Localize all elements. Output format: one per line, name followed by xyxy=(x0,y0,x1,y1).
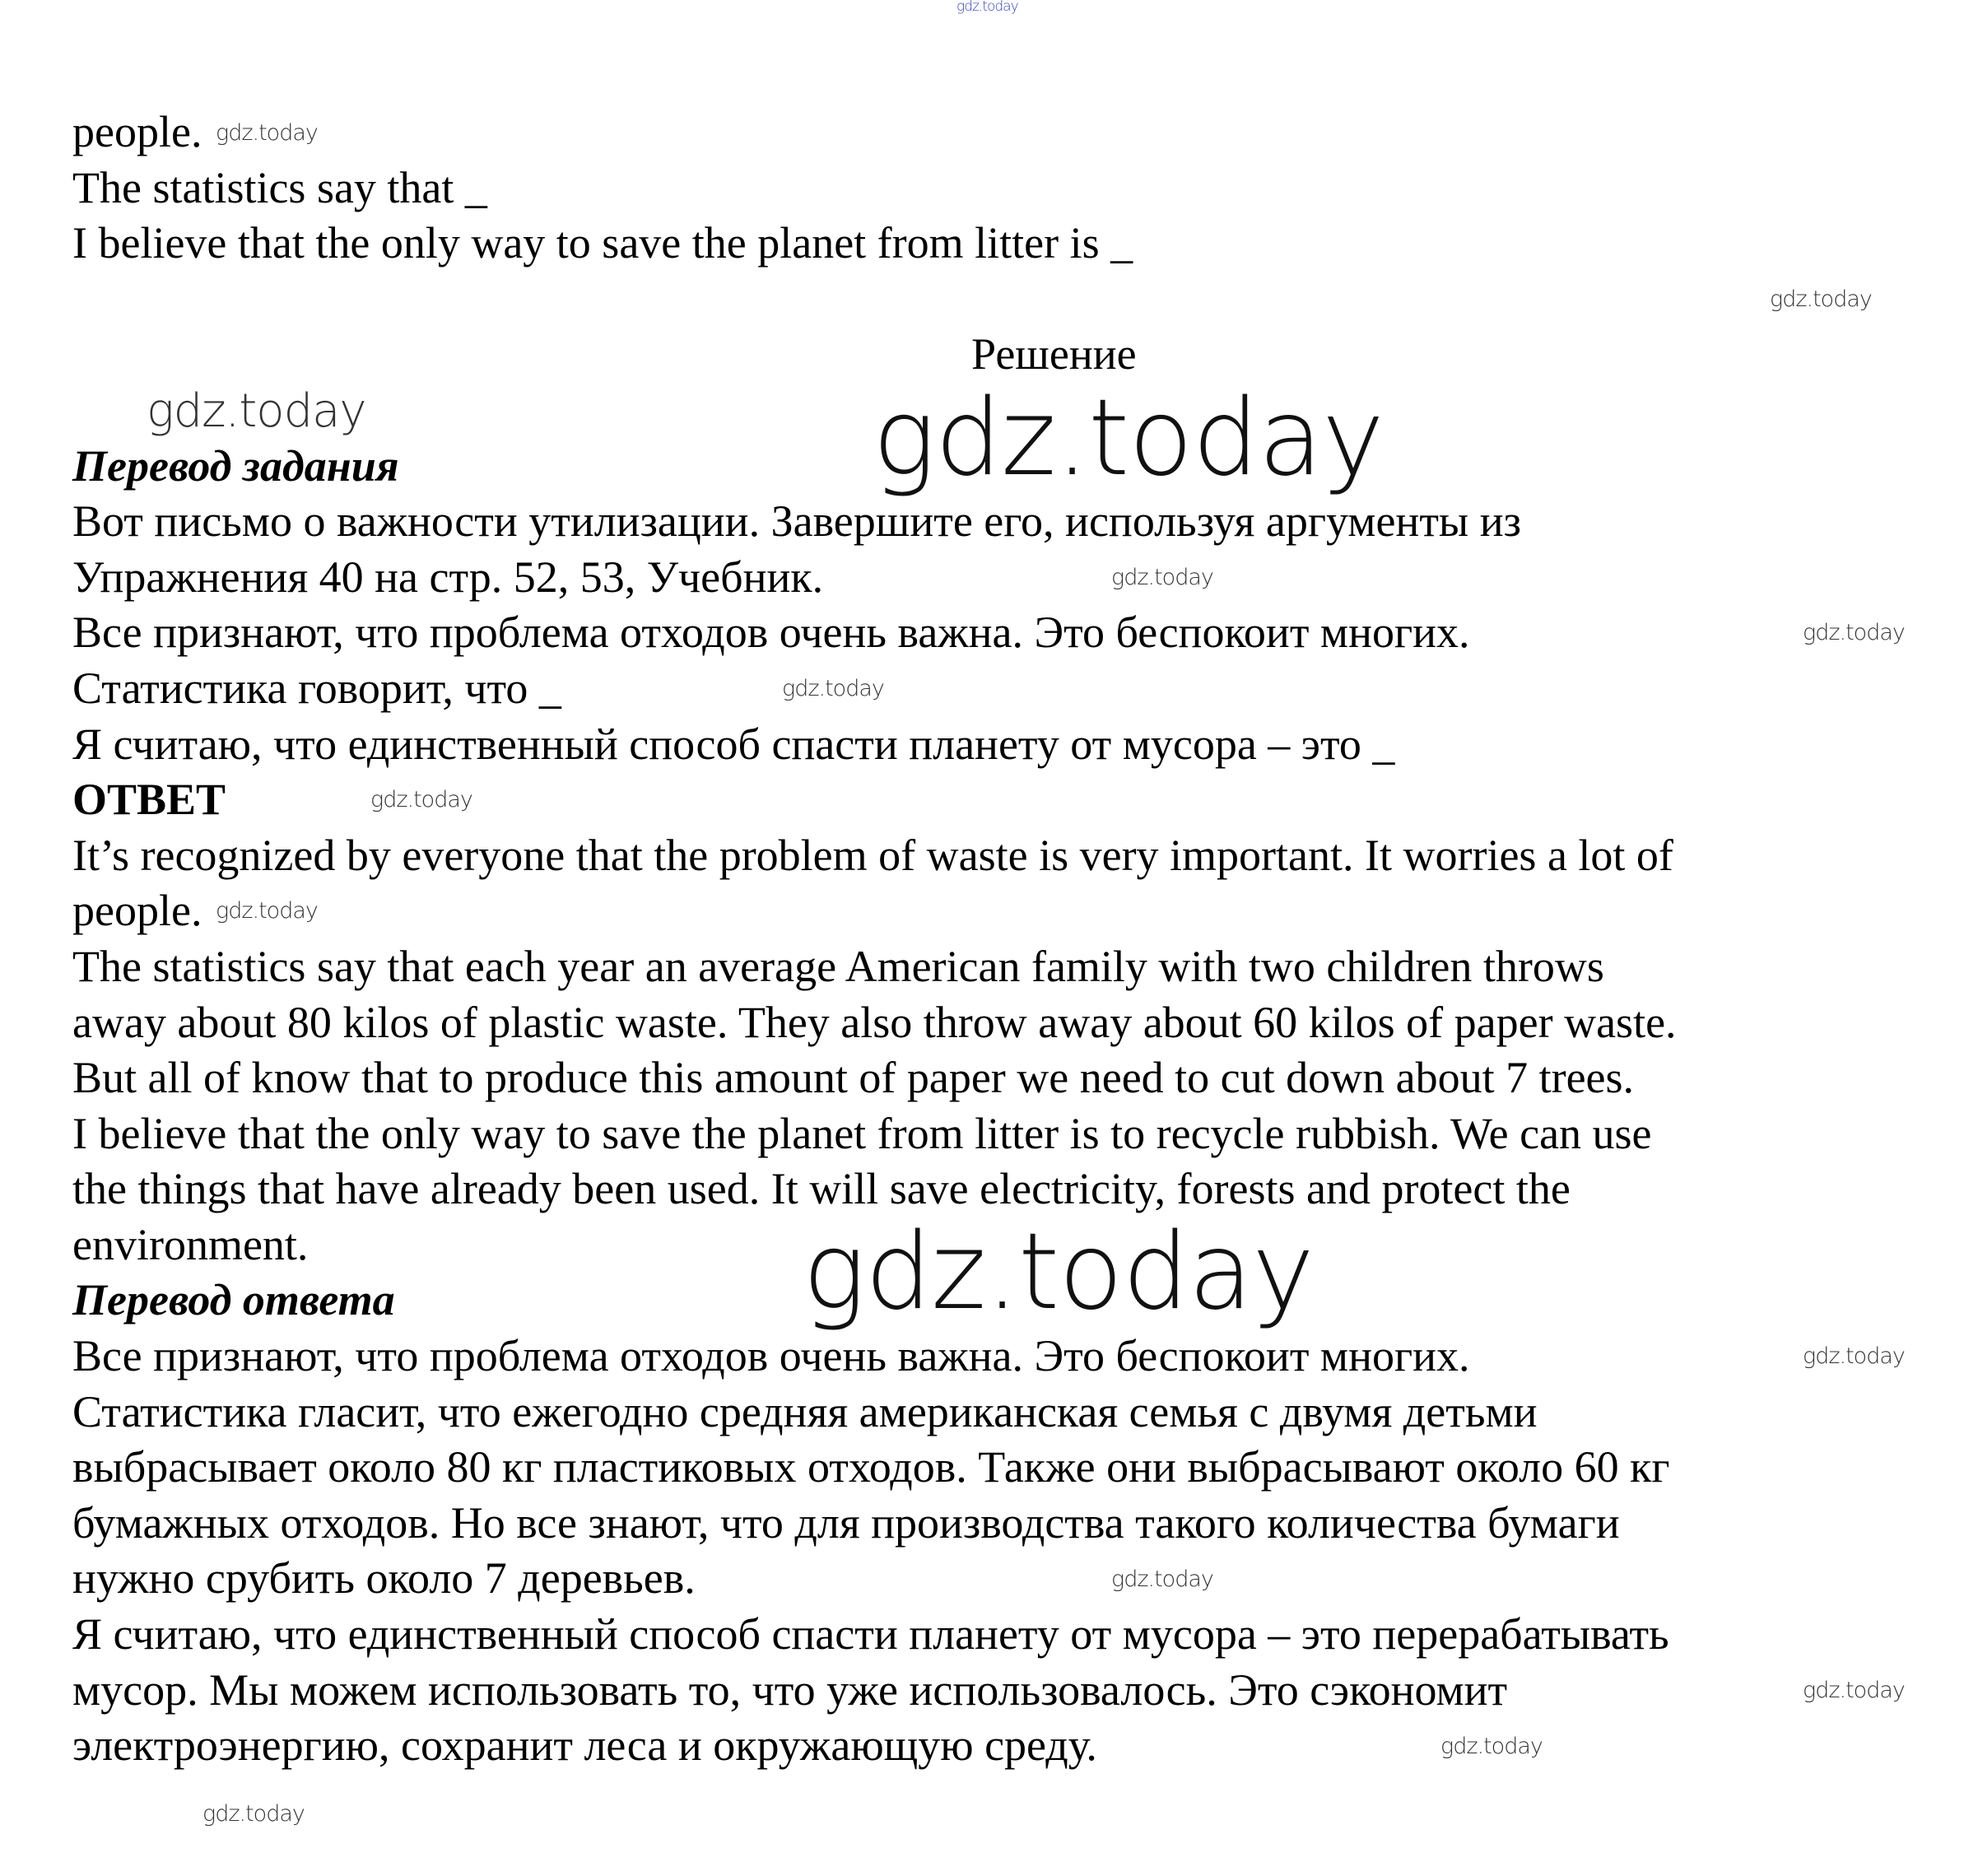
text-line: away about 80 kilos of plastic waste. They also throw away about 60 kilos of paper waste. xyxy=(72,997,1677,1047)
watermark-logo: gdz.today xyxy=(873,377,1384,500)
text-line: электроэнергию, сохранит леса и окружающую среду. xyxy=(72,1720,1097,1771)
text-line: Я считаю, что единственный способ спасти планету от мусора – это перерабатывать xyxy=(72,1609,1669,1660)
solution-heading: Решение xyxy=(971,329,1137,379)
text-line: I believe that the only way to save the planet from litter is _ xyxy=(72,218,1133,268)
text-line: The statistics say that _ xyxy=(72,162,487,212)
text-line: Статистика говорит, что _ xyxy=(72,663,561,713)
watermark-logo: gdz.today xyxy=(1440,1734,1543,1759)
task-translation-heading: Перевод задания xyxy=(72,440,399,491)
watermark-logo: gdz.today xyxy=(370,787,472,812)
text-line: environment. xyxy=(72,1219,309,1269)
text-line: I believe that the only way to save the planet from litter is to recycle rubbish. We can use xyxy=(72,1108,1652,1158)
watermark-logo: gdz.today xyxy=(782,676,884,701)
text-line: It’s recognized by everyone that the problem of waste is very important. It worries a lot of xyxy=(72,830,1673,880)
watermark-logo: gdz.today xyxy=(216,898,318,924)
text-line: The statistics say that each year an average American family with two children throws xyxy=(72,941,1604,991)
watermark-logo: gdz.today xyxy=(202,1801,305,1827)
watermark-logo: gdz.today xyxy=(1111,565,1213,590)
watermark-logo: gdz.today xyxy=(1803,620,1905,645)
text-line: нужно срубить около 7 деревьев. xyxy=(72,1553,696,1604)
text-line: Упражнения 40 на стр. 52, 53, Учебник. xyxy=(72,552,824,602)
answer-translation-heading: Перевод ответа xyxy=(72,1275,395,1325)
text-line: people. xyxy=(72,107,202,156)
text-line: Все признают, что проблема отходов очень важна. Это беспокоит многих. xyxy=(72,1331,1470,1381)
blank-line xyxy=(72,272,1916,328)
text-line: the things that have already been used. It will save electricity, forests and protect the xyxy=(72,1164,1571,1214)
watermark-logo: gdz.today xyxy=(1803,1678,1905,1703)
text-line: выбрасывает около 80 кг пластиковых отходов. Также они выбрасывают около 60 кг xyxy=(72,1442,1670,1492)
watermark-logo: gdz.today xyxy=(956,0,1018,15)
text-line: people. xyxy=(72,886,202,936)
text-line: But all of know that to produce this amount of paper we need to cut down about 7 trees. xyxy=(72,1053,1635,1103)
answer-heading: ОТВЕТ xyxy=(72,775,226,825)
document-body xyxy=(72,105,1916,1774)
text-line: Вот письмо о важности утилизации. Завершите его, используя аргументы из xyxy=(72,496,1521,547)
watermark-logo: gdz.today xyxy=(803,1211,1314,1334)
text-line: Я считаю, что единственный способ спасти планету от мусора – это _ xyxy=(72,719,1395,769)
watermark-logo: gdz.today xyxy=(1770,286,1872,312)
text-line: бумажных отходов. Но все знают, что для производства такого количества бумаги xyxy=(72,1497,1620,1548)
watermark-logo: gdz.today xyxy=(147,384,366,438)
text-line: мусор. Мы можем использовать то, что уже использовалось. Это сэкономит xyxy=(72,1664,1508,1715)
watermark-logo: gdz.today xyxy=(216,120,318,146)
text-line: Все признают, что проблема отходов очень важна. Это беспокоит многих. xyxy=(72,607,1470,658)
text-line: Статистика гласит, что ежегодно средняя американская семья с двумя детьми xyxy=(72,1386,1538,1436)
watermark-logo: gdz.today xyxy=(1803,1343,1905,1369)
watermark-logo: gdz.today xyxy=(1111,1566,1213,1592)
